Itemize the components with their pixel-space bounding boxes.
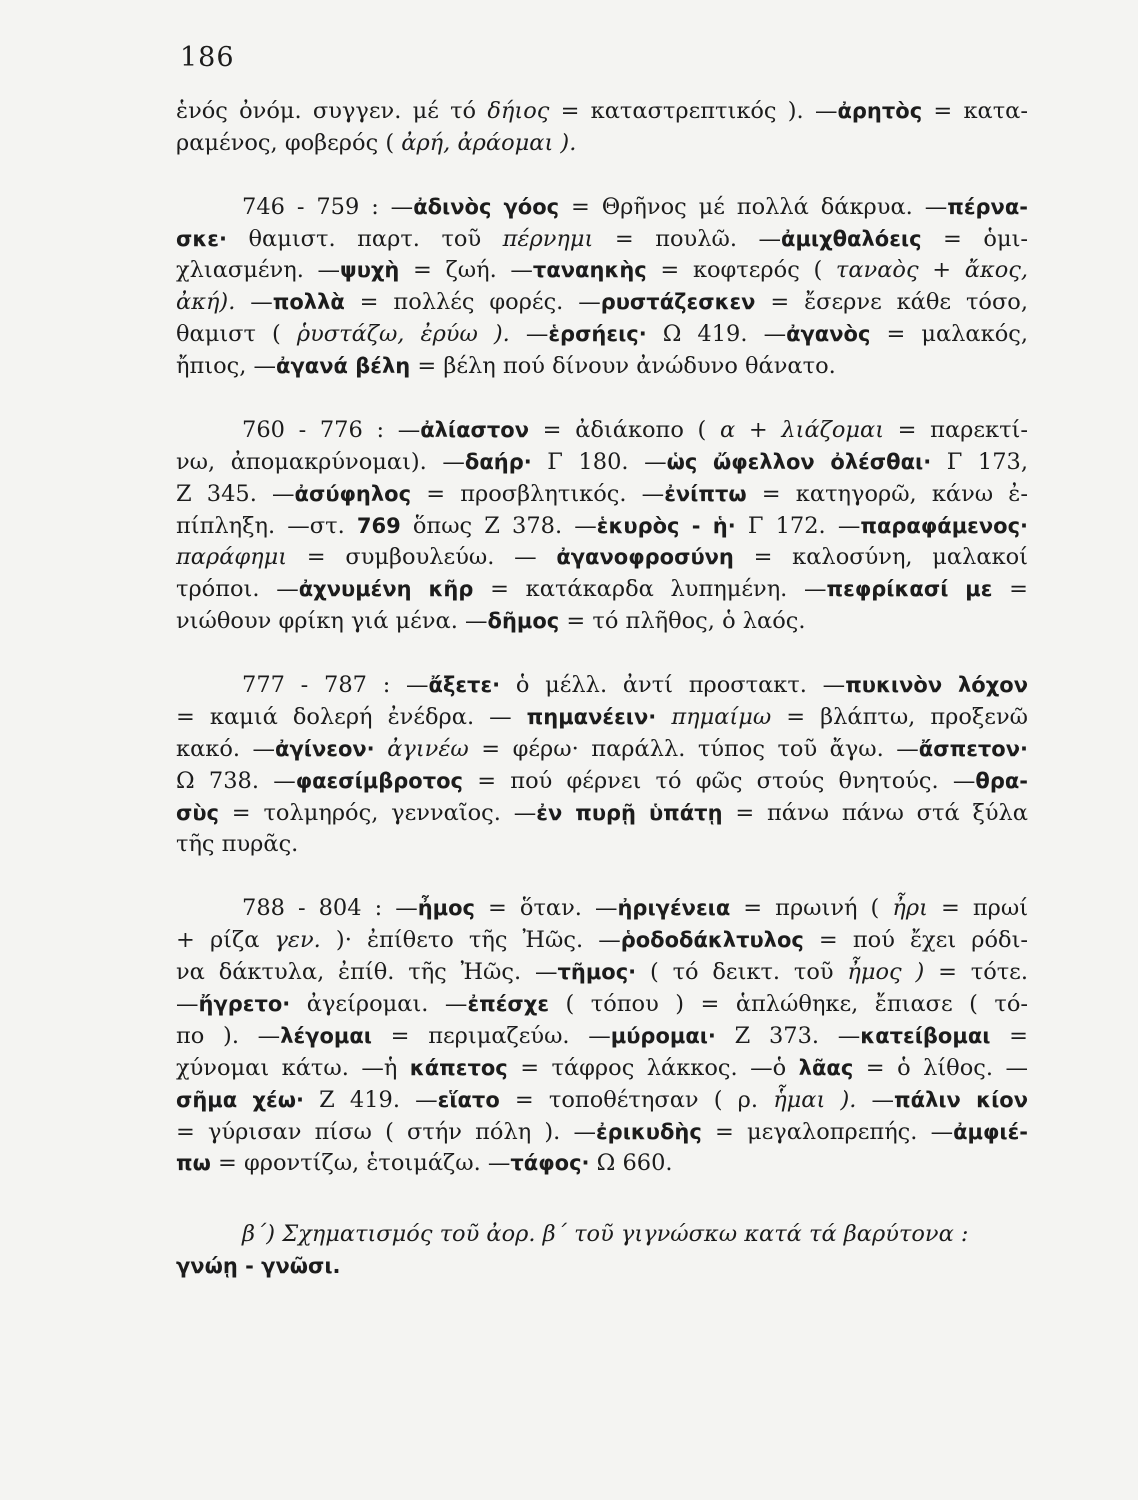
headword: μύρομαι· xyxy=(610,1023,716,1048)
text-segment: νω, ἀπομακρύνομαι). — xyxy=(176,448,465,475)
italic-term: ταναὸς + ἄκος, xyxy=(835,257,1028,284)
text-line xyxy=(176,989,1028,1021)
italic-term: δήιος xyxy=(487,98,550,124)
text-line xyxy=(176,415,1028,447)
text-segment: χύνομαι κάτω. —ἡ xyxy=(176,1054,410,1081)
text-line xyxy=(176,1148,1028,1180)
text-segment xyxy=(375,736,388,762)
text-line xyxy=(176,925,1028,957)
headword: θρα- xyxy=(975,768,1028,793)
headword: ἀμφιέ- xyxy=(953,1119,1029,1144)
text-line xyxy=(176,351,1028,383)
text-line xyxy=(176,893,1028,925)
headword: πάλιν κίον xyxy=(894,1087,1028,1112)
text-segment: 777 - 787 : — xyxy=(242,672,429,699)
text-segment: Ζ 373. — xyxy=(715,1022,861,1049)
text-line xyxy=(176,479,1028,511)
headword: ἀγανὸς xyxy=(786,322,871,347)
text-segment: πίπληξη. —στ. xyxy=(176,512,357,539)
text-segment: Γ 172. — xyxy=(735,512,861,539)
text-segment: = καταστρεπτικός ). — xyxy=(549,98,838,124)
text-segment: = πουλῶ. — xyxy=(593,225,782,252)
headword: τάφος· xyxy=(510,1151,590,1176)
headword: ἄσπετον· xyxy=(918,736,1028,761)
italic-term: πέρνημι xyxy=(502,225,594,252)
italic-term: παράφημι xyxy=(176,544,288,571)
text-segment: = κοφτερός ( xyxy=(646,257,836,284)
text-line xyxy=(176,606,1028,638)
headword: δαήρ· xyxy=(464,449,532,474)
text-segment: = προσβλητικός. — xyxy=(411,480,665,507)
text-segment: Ζ 345. — xyxy=(176,480,295,507)
headword: ἑκυρὸς - ἡ· xyxy=(596,513,736,538)
italic-term: ἀρή, ἀράομαι ). xyxy=(401,129,577,156)
text-line xyxy=(176,957,1028,989)
text-line xyxy=(176,255,1028,287)
text-segment: 760 - 776 : — xyxy=(242,416,421,443)
text-segment: = τοποθέτησαν ( ρ. xyxy=(499,1086,774,1113)
text-segment: ( τό δεικτ. τοῦ xyxy=(636,959,848,986)
text-line xyxy=(176,1117,1028,1149)
text-line xyxy=(176,511,1028,543)
paragraph-gap xyxy=(176,1180,1028,1219)
text-segment: = ὁμι- xyxy=(921,225,1028,252)
headword: γνώῃ - γνῶσι. xyxy=(176,1254,341,1279)
text-segment: = τάφρος λάκκος. —ὁ xyxy=(507,1054,799,1081)
text-segment: πο ). — xyxy=(176,1022,281,1049)
headword: ἐνίπτω xyxy=(664,481,747,506)
headword: κάπετος xyxy=(409,1055,508,1080)
text-line xyxy=(176,224,1028,256)
text-segment: = τότε. xyxy=(924,959,1028,986)
body-text xyxy=(176,96,1028,1283)
text-segment: = κατα- xyxy=(922,98,1028,124)
text-line xyxy=(176,574,1028,606)
text-line xyxy=(176,96,1028,128)
headword: ἀσύφηλος xyxy=(294,481,412,506)
text-segment: τρόποι. — xyxy=(176,576,299,603)
text-line xyxy=(176,447,1028,479)
text-segment: Ω 738. — xyxy=(176,767,296,794)
italic-term: β΄) Σχηματισμός τοῦ ἀορ. β΄ τοῦ γιγνώσκω κατά τά βαρύτονα : xyxy=(242,1221,969,1248)
paragraph-gap xyxy=(176,861,1028,893)
text-segment: = καμιά δολερή ἐνέδρα. — xyxy=(176,703,527,730)
headword: τῆμος· xyxy=(557,960,637,985)
text-segment: = κατηγορῶ, κάνω ἐ- xyxy=(746,480,1028,507)
headword: λᾶας xyxy=(798,1055,854,1080)
text-segment: Ω 660. xyxy=(589,1150,673,1177)
text-segment: = τό πλῆθος, ὁ λαός. xyxy=(559,608,806,635)
headword: ἦμος xyxy=(417,896,475,921)
headword: ρυστάζεσκεν xyxy=(600,290,756,315)
text-segment: ὅπως Ζ 378. — xyxy=(400,512,597,539)
text-segment: = βλάπτω, προξενῶ xyxy=(771,703,1028,730)
text-segment: = ὅταν. — xyxy=(475,895,618,922)
text-line xyxy=(176,192,1028,224)
headword: ἐπέσχε xyxy=(467,991,550,1016)
text-segment: ( τόπου ) = ἁπλώθηκε, ἔπιασε ( τό- xyxy=(549,990,1028,1017)
headword: πέρνα- xyxy=(947,194,1028,219)
headword: ψυχὴ xyxy=(340,258,400,283)
text-line xyxy=(176,1251,1028,1283)
headword: πημανέειν· xyxy=(526,704,657,729)
text-segment: θαμιστ. παρτ. τοῦ xyxy=(226,225,503,252)
headword: φαεσίμβροτος xyxy=(295,768,464,793)
italic-term: ἀκή). xyxy=(176,289,236,316)
headword: πω xyxy=(176,1151,211,1176)
text-line xyxy=(176,734,1028,766)
italic-term: πημαίμω xyxy=(671,703,772,730)
headword: πυκινὸν λόχον xyxy=(845,673,1029,698)
text-line xyxy=(176,319,1028,351)
headword: 769 xyxy=(356,513,401,538)
text-segment: Ω 419. — xyxy=(646,321,787,348)
text-line xyxy=(176,287,1028,319)
paragraph-gap xyxy=(176,383,1028,415)
page-number: 186 xyxy=(180,42,235,73)
text-segment: = πάνω πάνω στά ξύλα xyxy=(722,799,1029,826)
italic-term: α + λιάζομαι xyxy=(720,416,885,443)
headword: ἀμιχθαλόεις xyxy=(781,226,922,251)
text-segment: = μαλακός, xyxy=(870,321,1028,348)
headword: ἀλίαστον xyxy=(420,417,530,442)
text-segment: χλιασμένη. — xyxy=(176,257,341,284)
text-segment: = πού φέρνει τό φῶς στούς θνητούς. — xyxy=(463,767,976,794)
text-segment: = πολλές φορές. — xyxy=(344,289,601,316)
headword: πολλὰ xyxy=(272,290,345,315)
headword: σκε· xyxy=(176,226,227,251)
text-segment: Γ 180. — xyxy=(531,448,667,475)
section-heading xyxy=(176,1219,1028,1251)
text-segment xyxy=(656,704,671,730)
headword: ὡς ὤφελλον ὀλέσθαι· xyxy=(666,449,932,474)
text-segment: ἤπιος, — xyxy=(176,353,277,380)
text-segment: = φέρω· παράλλ. τύπος τοῦ ἄγω. — xyxy=(468,735,919,762)
text-segment: νιώθουν φρίκη γιά μένα. — xyxy=(176,608,488,635)
text-segment: να δάκτυλα, ἐπίθ. τῆς Ἠῶς. — xyxy=(176,959,558,986)
headword: λέγομαι xyxy=(280,1023,372,1048)
text-segment: 746 - 759 : — xyxy=(242,193,414,220)
text-segment: = τολμηρός, γενναῖος. — xyxy=(218,799,537,826)
italic-term: γεν. xyxy=(274,927,321,954)
headword: ἀγανά βέλη xyxy=(276,354,411,379)
headword: ῥοδοδάκλτυλος xyxy=(620,928,804,953)
text-segment: = xyxy=(992,576,1028,603)
text-segment: = μεγαλοπρεπής. — xyxy=(701,1118,954,1145)
headword: σῆμα χέω· xyxy=(176,1087,304,1112)
text-segment: = Θρῆνος μέ πολλά δάκρυα. — xyxy=(559,193,948,220)
text-segment: + ρίζα xyxy=(176,927,275,954)
headword: ἑρσήεις· xyxy=(548,322,647,347)
text-segment: = φροντίζω, ἑτοιμάζω. — xyxy=(210,1150,511,1177)
headword: ἠριγένεια xyxy=(617,896,731,921)
italic-term: ἦρι xyxy=(892,895,928,922)
headword: ἀδινὸς γόος xyxy=(413,194,560,219)
text-segment: = περιμαζεύω. — xyxy=(371,1022,611,1049)
headword: ἐρικυδὴς xyxy=(595,1119,702,1144)
text-segment: = συμβουλεύω. — xyxy=(287,544,557,571)
text-segment: )· ἐπίθετο τῆς Ἠῶς. — xyxy=(320,927,621,954)
text-segment: Ζ 419. — xyxy=(303,1086,438,1113)
text-segment: θαμιστ ( xyxy=(176,321,297,348)
headword: εἵατο xyxy=(437,1087,500,1112)
text-segment: = βέλη πού δίνουν ἀνώδυνο θάνατο. xyxy=(410,353,836,380)
headword: ἀρητὸς xyxy=(837,99,923,123)
text-line xyxy=(176,798,1028,830)
text-segment: 788 - 804 : — xyxy=(242,895,418,922)
text-segment: Γ 173, xyxy=(931,448,1028,475)
text-segment: = κατάκαρδα λυπημένη. — xyxy=(473,576,827,603)
headword: παραφάμενος· xyxy=(860,513,1029,538)
headword: ἀγανοφροσύνη xyxy=(556,545,734,570)
headword: ἤγρετο· xyxy=(198,991,291,1016)
headword: ἐν πυρῇ ὑπάτῃ xyxy=(536,800,723,825)
text-segment: = ἀδιάκοπο ( xyxy=(529,416,720,443)
text-segment: = γύρισαν πίσω ( στήν πόλη ). — xyxy=(176,1118,596,1145)
headword: ἀχνυμένη κῆρ xyxy=(298,577,474,602)
text-line xyxy=(176,702,1028,734)
headword: σὺς xyxy=(176,800,219,825)
paragraph-gap xyxy=(176,160,1028,192)
text-segment: — xyxy=(176,990,199,1017)
headword: ταναηκὴς xyxy=(532,258,647,283)
text-line xyxy=(176,1085,1028,1117)
italic-term: ῥυστάζω, ἐρύω ). xyxy=(296,321,510,348)
italic-term: ἦμος ) xyxy=(847,959,925,986)
italic-term: ἀγινέω xyxy=(387,735,469,762)
text-segment: ραμένος, φοβερός ( xyxy=(176,129,402,156)
text-line xyxy=(176,766,1028,798)
text-segment: = ὁ λίθος. — xyxy=(853,1054,1028,1081)
text-segment: = ἔσερνε κάθε τόσο, xyxy=(755,289,1029,316)
text-segment: = xyxy=(990,1022,1028,1049)
text-segment: — xyxy=(509,321,549,348)
headword: κατείβομαι xyxy=(860,1023,991,1048)
headword: ἀγίνεον· xyxy=(275,736,375,761)
text-segment: — xyxy=(235,289,273,316)
text-line xyxy=(176,542,1028,574)
text-segment: ἀγείρομαι. — xyxy=(290,990,468,1017)
italic-term: ἧμαι ). xyxy=(773,1086,857,1113)
text-line xyxy=(176,829,1028,861)
text-line xyxy=(176,1021,1028,1053)
paragraph-gap xyxy=(176,638,1028,670)
text-segment: τῆς πυρᾶς. xyxy=(176,831,299,858)
text-segment: = πρωινή ( xyxy=(730,895,893,922)
text-segment: ἑνός ὀνόμ. συγγεν. μέ τό xyxy=(176,98,488,124)
text-segment: κακό. — xyxy=(176,735,276,762)
text-segment: = παρεκτί- xyxy=(884,416,1028,443)
text-segment: ὁ μέλλ. ἀντί προστακτ. — xyxy=(500,672,846,699)
text-segment: — xyxy=(856,1086,895,1113)
headword: ἄξετε· xyxy=(428,673,501,698)
headword: δῆμος xyxy=(487,609,560,634)
text-segment: = καλοσύνη, μαλακοί xyxy=(733,544,1029,571)
text-segment: = πού ἔχει ρόδι- xyxy=(803,927,1028,954)
headword: πεφρίκασί με xyxy=(826,577,993,602)
text-line xyxy=(176,670,1028,702)
text-line xyxy=(176,128,1028,160)
text-line xyxy=(176,1053,1028,1085)
text-segment: = ζωή. — xyxy=(399,257,533,284)
text-segment: = πρωί xyxy=(927,895,1029,922)
